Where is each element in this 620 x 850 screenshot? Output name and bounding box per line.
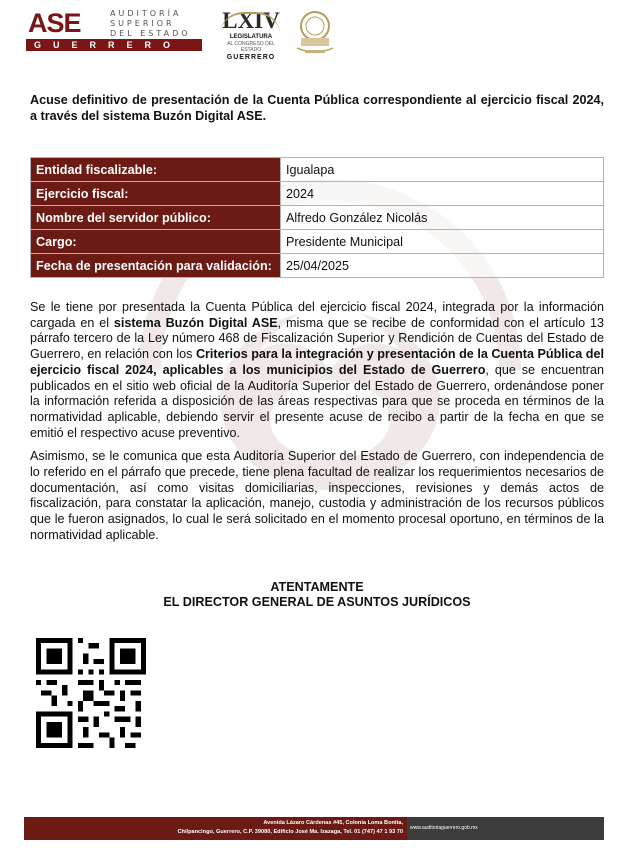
table-value: 25/04/2025 <box>281 254 604 278</box>
body-text <box>30 300 604 552</box>
commemorative-seal-icon <box>291 8 339 56</box>
table-label: Ejercicio fiscal: <box>31 182 281 206</box>
signature-line-2: EL DIRECTOR GENERAL DE ASUNTOS JURÍDICOS <box>163 595 471 609</box>
paragraph-2: Asimismo, se le comunica que esta Auditoría Superior del Estado de Guerrero, con independencia de lo referido en el párrafo que precede, tiene plena facultad de realizar los requerimientos necesarios de documentación, así como visitas domiciliarias, inspecciones, revisiones y demás actos de fiscalización, para constatar la aplicación, manejo, custodia y administración de los recursos públicos que le fueron asignados, lo cual le será solicitado en el momento procesal oportuno, en términos de la normatividad aplicable. <box>30 449 604 542</box>
table-row <box>31 254 604 278</box>
legislature-sub: AL CONGRESO DEL ESTADO <box>227 41 275 53</box>
legislature-state: GUERRERO <box>226 54 276 61</box>
legislature-logo <box>218 6 284 61</box>
footer-address-line-2: Chilpancingo, Guerrero, C.P. 39080, Edificio José Ma. Izazaga, Tel. 01 (747) 47 1 93 70 <box>177 829 403 835</box>
ase-state-bar: GUERRERO <box>26 39 202 51</box>
ase-words <box>110 9 202 39</box>
document-title: Acuse definitivo de presentación de la Cuenta Pública correspondiente al ejercicio fiscal 2024, a través del sistema Buzón Digital ASE. <box>30 93 604 123</box>
table-row <box>31 158 604 182</box>
qr-code-icon <box>36 638 146 748</box>
legislature-number: LXIV <box>222 8 280 33</box>
ase-word-3: DEL ESTADO <box>110 29 191 38</box>
paragraph-1-part-2: , misma que se recibe de conformidad con el artículo 13 párrafo tercero de la Ley número 468 de Fiscalización Superior y Rendición de Cuentas del Estado de Guerrero, en relación con los <box>30 315 604 362</box>
table-label: Entidad fiscalizable: <box>31 158 281 182</box>
signature-block <box>30 580 604 610</box>
table-value: 2024 <box>281 182 604 206</box>
paragraph-1-bold-2: Criterios para la integración y presentación de la Cuenta Pública del ejercicio fiscal 2024, aplicables a los municipios del Estado de Guerrero <box>30 347 604 377</box>
paragraph-1 <box>30 300 604 441</box>
paragraph-1-bold-1: sistema Buzón Digital ASE <box>113 315 278 330</box>
table-row <box>31 206 604 230</box>
footer-address <box>24 817 407 840</box>
legislature-label: LEGISLATURA <box>229 34 273 40</box>
footer <box>24 817 604 840</box>
signature-line-1: ATENTAMENTE <box>270 580 364 594</box>
ase-word-1: AUDITORÍA <box>110 9 182 18</box>
ase-word-2: SUPERIOR <box>110 19 175 28</box>
table-value: Presidente Municipal <box>281 230 604 254</box>
footer-address-line-1: Avenida Lázaro Cárdenas #45, Colonia Loma Bonita, <box>263 820 403 826</box>
info-table <box>30 157 604 278</box>
ase-logo <box>26 6 202 52</box>
table-row <box>31 182 604 206</box>
footer-website[interactable]: www.auditoriaguerrero.gob.mx <box>407 817 604 840</box>
table-label: Nombre del servidor público: <box>31 206 281 230</box>
table-label: Fecha de presentación para validación: <box>31 254 281 278</box>
table-value: Igualapa <box>281 158 604 182</box>
table-value: Alfredo González Nicolás <box>281 206 604 230</box>
paragraph-1-part-1: Se le tiene por presentada la Cuenta Pública del ejercicio fiscal 2024, integrada por la información cargada en el <box>30 300 604 330</box>
document-header <box>26 6 356 61</box>
paragraph-1-part-3: , que se encuentran publicados en el sitio web oficial de la Auditoría Superior del Estado de Guerrero, ordenándose poner la información referida a disposición de las áreas respectivas para que se proceda en términos de la normatividad aplicable, debiendo servir el presente acuse de recibo a partir de la fecha en que se emitió el respectivo acuse preventivo. <box>30 362 605 440</box>
table-row <box>31 230 604 254</box>
table-label: Cargo: <box>31 230 281 254</box>
ase-acronym: ASE <box>28 8 81 38</box>
